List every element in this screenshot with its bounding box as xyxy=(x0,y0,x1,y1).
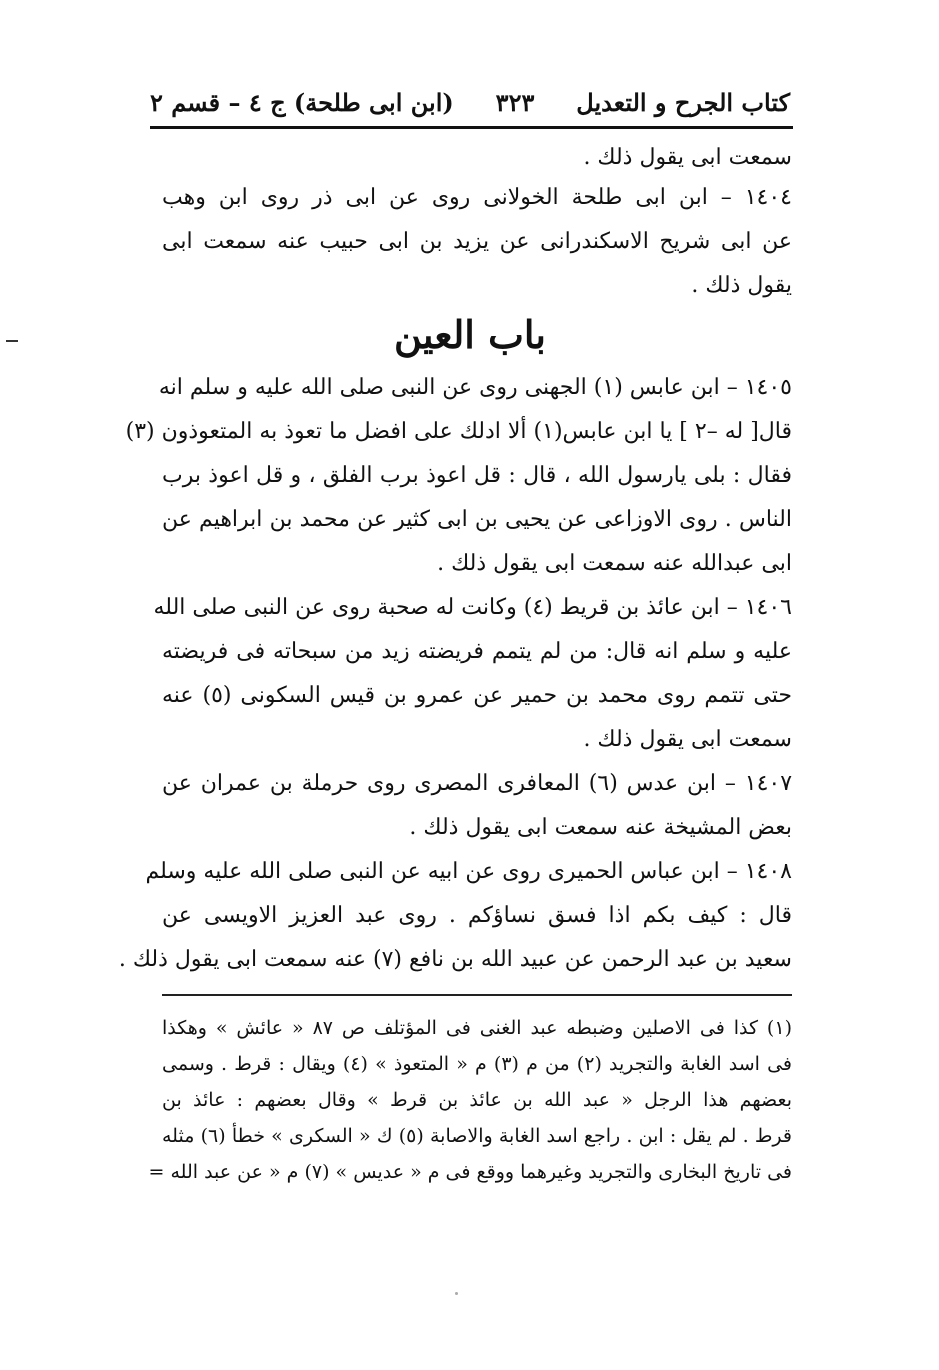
text-line: ١٤٠٨ – ابن عباس الحميری روی عن ابيه عن النبی صلی الله عليه وسلم xyxy=(145,859,792,884)
body-text-top xyxy=(162,140,792,308)
text-line: سمعت ابی يقول ذلك . xyxy=(583,145,792,170)
book-title: كتاب الجرح و التعديل xyxy=(576,87,790,117)
section-label: (ابن ابی طلحة) ج ٤ – قسم ٢ xyxy=(150,87,454,117)
footnote-line: بعضهم هذا الرجل « عبد الله بن عائذ بن قرط » وقال بعضهم : عائذ بن xyxy=(162,1089,792,1111)
text-line: ١٤٠٥ – ابن عابس (١) الجهنی روی عن النبی صلی الله عليه و سلم انه xyxy=(158,375,792,400)
text-line: فقال : بلی يارسول الله ، قال : قل اعوذ برب الفلق ، و قل اعوذ برب xyxy=(162,463,792,488)
footnote-line: فی اسد الغابة والتجريد (٢) من م (٣) م « المتعوذ » (٤) ويقال : قرط . وسمی xyxy=(162,1053,793,1075)
text-line: حتی تتمم روی محمد بن حمير عن عمرو بن قيس السكونی (٥) عنه xyxy=(162,683,792,708)
margin-mark xyxy=(6,340,18,342)
text-line: ابی عبدالله عنه سمعت ابی يقول ذلك . xyxy=(437,551,792,576)
header-rule xyxy=(150,126,793,129)
text-line: بعض المشيخة عنه سمعت ابی يقول ذلك . xyxy=(409,815,792,840)
text-line: يقول ذلك . xyxy=(691,273,792,298)
text-line: قال : كيف بكم اذا فسق نساؤكم . روی عبد العزيز الاويسی عن xyxy=(162,903,792,928)
footnote-line: (١) كذا فی الاصلين وضبطه عبد الغنی فی المؤتلف ص ٨٧ « عائش » وهكذا xyxy=(162,1017,792,1039)
body-text-main xyxy=(118,366,793,982)
running-header xyxy=(150,82,790,122)
scan-speck xyxy=(455,1292,458,1295)
footnotes xyxy=(148,1010,793,1190)
text-line: الناس . روی الاوزاعی عن يحيی بن ابی كثير عن محمد بن ابراهيم عن xyxy=(162,507,792,532)
footnote-line: قرط . لم يقل : ابن . راجع اسد الغابة والاصابة (٥) ك « السكری » خطأ (٦) مثله xyxy=(162,1125,792,1147)
text-line: سعيد بن عبد الرحمن عن عبيد الله بن نافع (٧) عنه سمعت ابی يقول ذلك . xyxy=(118,947,792,972)
page-number: ٣٢٣ xyxy=(495,87,535,117)
text-line: ١٤٠٤ – ابن ابی طلحة الخولانی روی عن ابی ذر روی ابن وهب xyxy=(162,185,792,210)
footnote-line: فی تاريخ البخاری والتجريد وغيرهما ووقع فی م « عديس » (٧) م « عن عبد الله = xyxy=(148,1161,792,1183)
text-line: قال[ له –٢ ] يا ابن عابس(١) ألا ادلك علی افضل ما تعوذ به المتعوذون (٣) xyxy=(125,419,792,444)
text-line: ١٤٠٦ – ابن عائذ بن قريط (٤) وكانت له صحبة روی عن النبی صلی الله xyxy=(153,595,792,620)
text-line: ١٤٠٧ – ابن عدس (٦) المعافری المصری روی حرملة بن عمران عن xyxy=(162,771,793,796)
text-line: عليه و سلم انه قال: من لم يتمم فريضته زيد من سبحاته فی فريضته xyxy=(162,639,792,664)
chapter-heading: باب العين xyxy=(393,312,547,357)
text-line: عن ابی شريح الاسكندرانی عن يزيد بن ابی حبيب عنه سمعت ابی xyxy=(162,229,792,254)
text-line: سمعت ابی يقول ذلك . xyxy=(583,727,792,752)
footnote-rule xyxy=(162,994,792,996)
